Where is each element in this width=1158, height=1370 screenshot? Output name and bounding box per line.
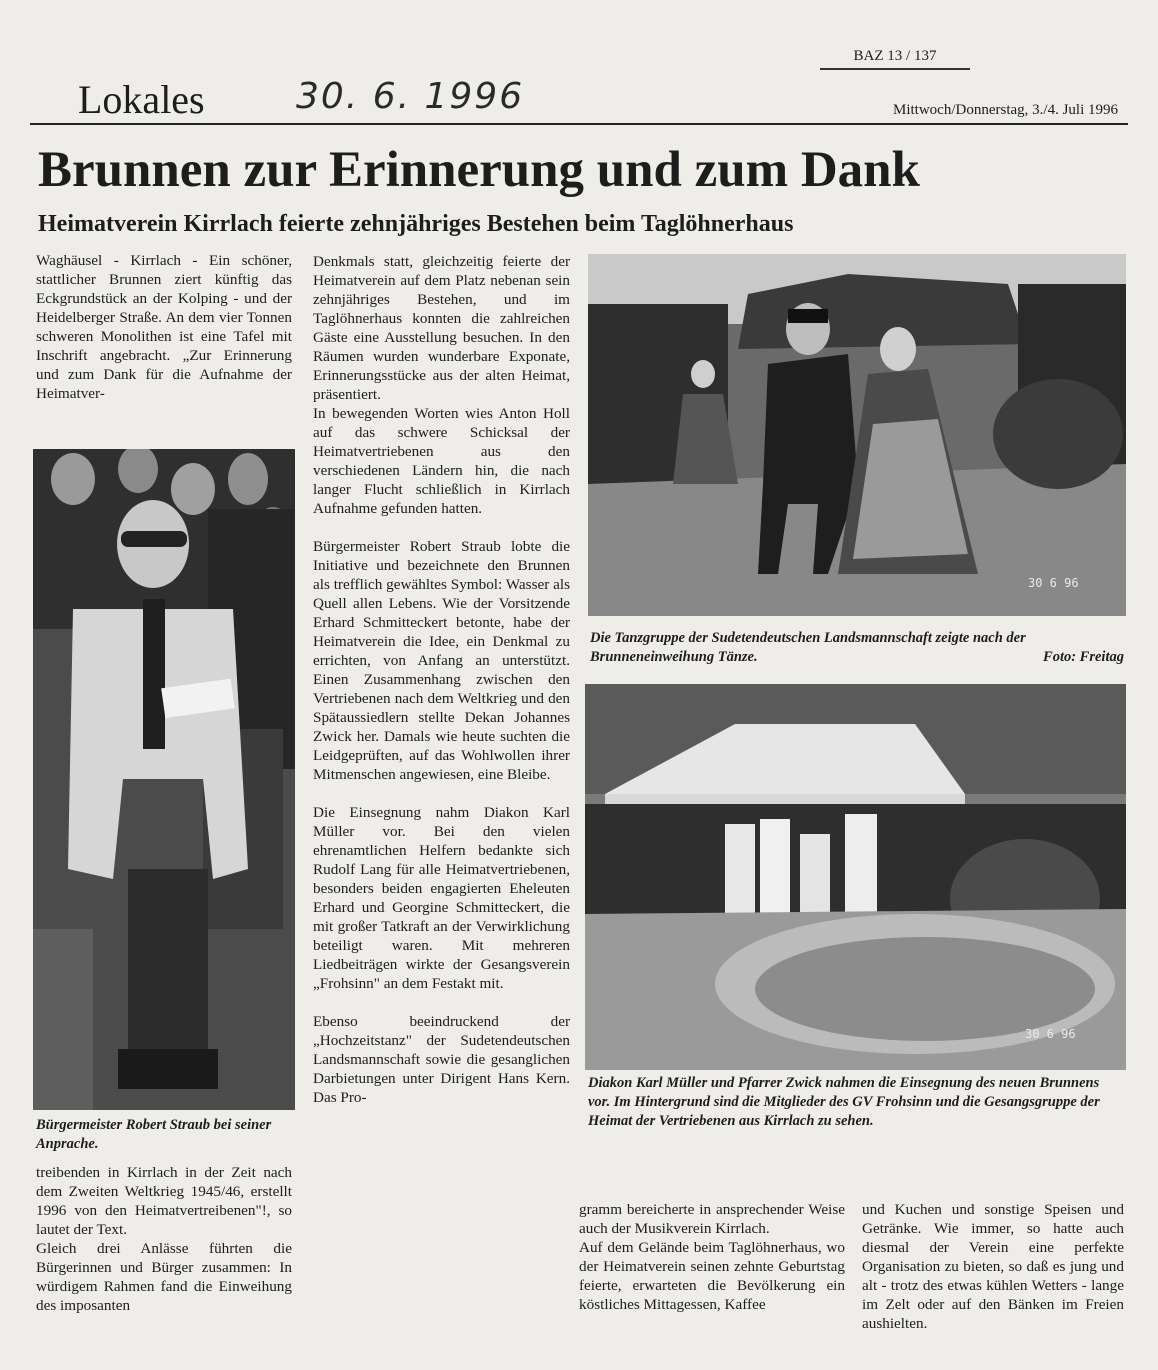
caption-speaker: Bürgermeister Robert Straub bei seiner Anprache.: [36, 1117, 272, 1152]
paragraph: treibenden in Kirrlach in der Zeit nach dem Zweiten Weltkrieg 1945/46, erstellt 1996 von den Heimatvertreibenen"!, so lautet der Text.: [36, 1164, 292, 1238]
photo-date-stamp: 30 6 96: [1025, 1027, 1076, 1041]
caption-consecration: Diakon Karl Müller und Pfarrer Zwick nahmen die Einsegnung des neuen Brunnens vor. Im Hintergrund sind die Mitglieder des GV Frohsinn und die Gesangsgruppe der Heimat der Vertriebenen aus Kirrlach zu sehen.: [588, 1075, 1100, 1129]
paragraph: Bürgermeister Robert Straub lobte die Initiative und bezeichnete den Brunnen als trefflich gewähltes Symbol: Wasser als Quell allen Lebens. Wie der Vorsitzende Erhard Schmitteckert betonte, habe der Heimatverein die Idee, ein Denkmal zu errichten, von Anfang an unterstützt. Einen Zusammenhang zwischen den Vertriebenen nach dem Weltkrieg und den Spätaussiedlern stellte Dekan Johannes Zwick her. Damals wie heute suchten die Leidgeprüften, auf das Wohlwollen ihrer Mitmenschen angewiesen, eine Bleibe.: [313, 538, 570, 783]
paragraph: Die Einsegnung nahm Diakon Karl Müller vor. Bei den vielen ehrenamtlichen Helfern bedankte sich Rudolf Lang für alle Heimatvertriebenen, besonders beiden engagierten Eheleuten Erhard und Georgine Schmitteckert, die mit großer Tatkraft an der Verwirklichung beteiligt waren. Mit mehreren Liedbeiträgen wirkte der Gesangsverein „Frohsinn" an dem Festakt mit.: [313, 804, 570, 992]
paragraph: und Kuchen und sonstige Speisen und Getränke. Wie immer, so hatte auch diesmal der Verein eine perfekte Organisation zu bieten, so daß es jung und alt - trotz des etwas kühlen Wetters - lange im Zelt oder auf den Bänken im Freien aushielten.: [862, 1201, 1124, 1332]
photo-consecration: [585, 684, 1126, 1070]
article-subheadline: Heimatverein Kirrlach feierte zehnjähriges Bestehen beim Taglöhnerhaus: [38, 211, 794, 237]
paragraph: gramm bereicherte in ansprechender Weise auch der Musikverein Kirrlach.: [579, 1201, 845, 1237]
paragraph: In bewegenden Worten wies Anton Holl auf das schwere Schicksal der Heimatvertriebenen aus den verschiedenen Ländern hin, die nach langer Flucht schließlich in Kirrlach Aufnahme gefunden hatten.: [313, 405, 570, 517]
section-title: Lokales: [78, 77, 205, 122]
photo-speaker: [33, 449, 295, 1110]
paragraph: Denkmals statt, gleichzeitig feierte der Heimatverein auf dem Platz nebenan sein zehnjähriges Bestehen, und im Taglöhnerhaus konnten die zahlreichen Gäste eine Ausstellung besuchen. In den Räumen wurden wunderbare Exponate, Erinnerungsstücke aus der alten Heimat, präsentiert.: [313, 253, 570, 403]
photo-dance-group: [588, 254, 1126, 616]
caption-text: Die Tanzgruppe der Sudetendeutschen Landsmannschaft zeigte nach der Brunneneinweihung Tänze.: [590, 630, 1026, 665]
newspaper-reference: BAZ 13 / 137: [820, 48, 970, 70]
photo-date-stamp: 30 6 96: [1028, 576, 1079, 590]
photo-credit: Foto: Freitag: [1043, 649, 1124, 665]
paragraph: Auf dem Gelände beim Taglöhnerhaus, wo der Heimatverein seinen zehnte Geburtstag feierte, erwarteten die Bevölkerung ein köstliches Mittagessen, Kaffee: [579, 1239, 845, 1313]
paragraph: Gleich drei Anlässe führten die Bürgerinnen und Bürger zusammen: In würdigem Rahmen fand die Einweihung des imposanten: [36, 1240, 292, 1314]
issue-dateline: Mittwoch/Donnerstag, 3./4. Juli 1996: [893, 102, 1118, 118]
paragraph: Waghäusel - Kirrlach - Ein schöner, stattlicher Brunnen ziert künftig das Eckgrundstück an der Kolping - und der Heidelberger Straße. An dem vier Tonnen schweren Monolithen ist eine Tafel mit Inschrift angebracht. „Zur Erinnerung und zum Dank für die Aufnahme der Heimatver-: [36, 252, 292, 402]
article-column-4: [862, 1200, 1124, 1333]
paragraph: Ebenso beeindruckend der „Hochzeitstanz" der Sudetendeutschen Landsmannschaft sowie die gesanglichen Darbietungen unter Dirigent Hans Kern. Das Pro-: [313, 1013, 570, 1106]
header-rule: [30, 123, 1128, 125]
article-column-1-bottom: [36, 1163, 292, 1315]
caption-dance-group: [590, 629, 1124, 667]
article-column-3: [579, 1200, 845, 1314]
handwritten-date: 30. 6. 1996: [296, 76, 525, 117]
article-column-1-top: [36, 251, 292, 403]
article-headline: Brunnen zur Erinnerung und zum Dank: [38, 142, 920, 198]
article-column-2: [313, 252, 570, 1107]
